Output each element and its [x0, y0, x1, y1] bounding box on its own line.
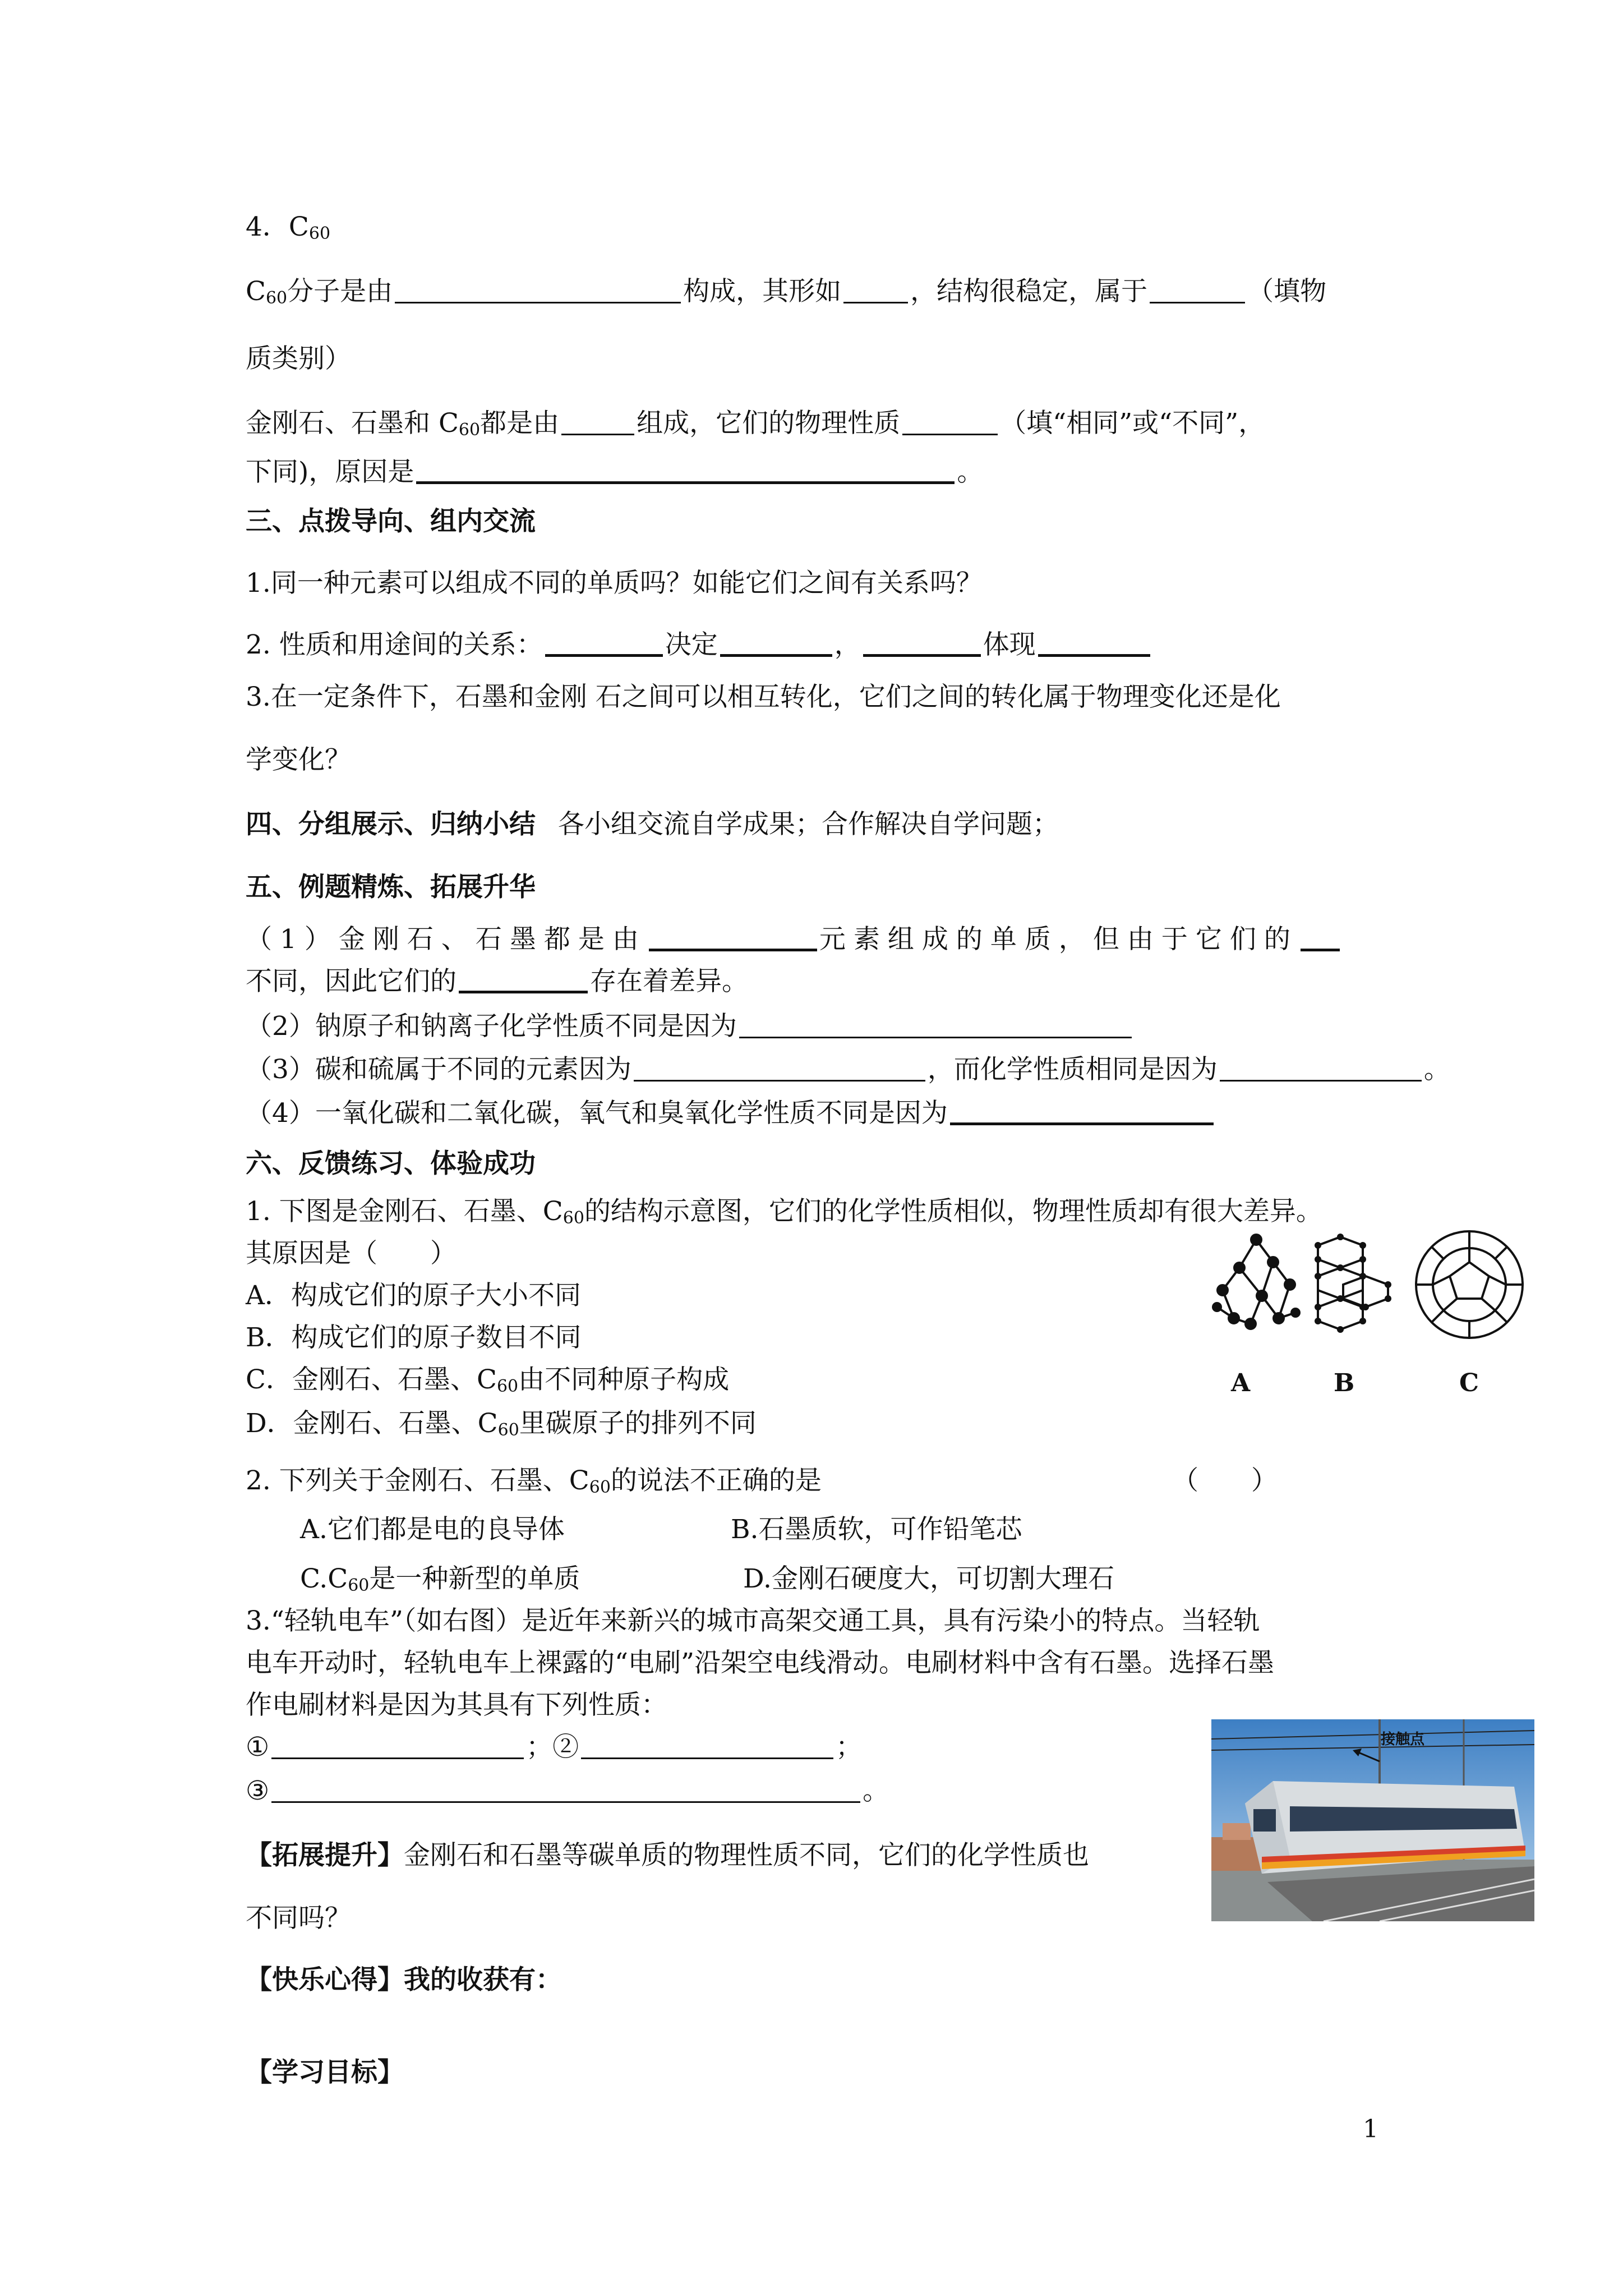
blank-p1-element[interactable] — [649, 924, 817, 951]
blank-p4[interactable] — [950, 1098, 1214, 1125]
section-4-line: 四、分组展示、归纳小结 各小组交流自学成果；合作解决自学问题； — [246, 809, 1059, 840]
carbon-structures-figure — [1206, 1223, 1531, 1380]
learning-goals-title: 【学习目标】 — [246, 2057, 404, 2088]
extension-line-2: 不同吗？ — [246, 1903, 351, 1934]
c60-line-1: $C_{60}$分子是由 构成，其形如 ，结构很稳定，属于 （填物 — [246, 276, 1327, 308]
diamond-structure-icon — [1213, 1235, 1299, 1329]
figure-label-c: C — [1459, 1369, 1479, 1397]
section-5-p1-line-1: （1）金刚石、石墨都是由 元素组成的单质，但由于它们的 — [246, 923, 1342, 956]
section-5-p3: （3）碳和硫属于不同的元素因为 ，而化学性质相同是因为 。 — [246, 1054, 1450, 1085]
c60-line-3: 金刚石、石墨和 $C_{60}$都是由 组成，它们的物理性质 （填“相同”或“不同”， — [246, 408, 1265, 440]
q1-option-d[interactable]: D．金刚石、石墨、$C_{60}$里碳原子的排列不同 — [246, 1408, 757, 1440]
blank-q3-1[interactable] — [271, 1733, 524, 1759]
section-5-p1-line-2: 不同，因此它们的 存在着差异。 — [246, 966, 748, 997]
q2-option-a[interactable]: A.它们都是电的良导体 — [300, 1514, 565, 1545]
c60-heading: 4．$C_{60}$ — [246, 211, 331, 243]
q1-option-c[interactable]: C．金刚石、石墨、$C_{60}$由不同种原子构成 — [246, 1364, 730, 1396]
c60-fullerene-icon — [1416, 1231, 1523, 1338]
extension-title: 【拓展提升】 — [246, 1840, 404, 1871]
section-3-q3-line-2: 学变化？ — [246, 744, 351, 775]
section-5-p2: （2）钠原子和钠离子化学性质不同是因为 — [246, 1010, 1134, 1043]
blank-q3-3[interactable] — [271, 1777, 860, 1803]
q1-option-a[interactable]: A．构成它们的原子大小不同 — [246, 1280, 581, 1311]
q1-option-b[interactable]: B．构成它们的原子数目不同 — [246, 1322, 582, 1353]
blank-composed-of[interactable] — [561, 409, 634, 435]
extension-line-1: 【拓展提升】金刚石和石墨等碳单质的物理性质不同，它们的化学性质也 — [246, 1840, 1089, 1871]
c60-line-4: 下同)，原因是 。 — [246, 457, 984, 487]
page-number: 1 — [1363, 2115, 1378, 2143]
section-5-p4: （4）一氧化碳和二氧化碳，氧气和臭氧化学性质不同是因为 — [246, 1097, 1216, 1130]
blank-c60-shape[interactable] — [843, 277, 908, 303]
q2-option-b[interactable]: B.石墨质软，可作铅笔芯 — [731, 1514, 1022, 1545]
light-rail-photo — [1211, 1719, 1534, 1921]
q2-option-d[interactable]: D.金刚石硬度大，可切割大理石 — [743, 1563, 1114, 1594]
photo-contact-point-label: 接触点 — [1381, 1731, 1425, 1748]
q2-option-c[interactable]: $C.C_{60}$是一种新型的单质 — [300, 1563, 580, 1595]
section-5-title: 五、例题精炼、拓展升华 — [246, 872, 536, 903]
c60-line-2: 质类别） — [246, 343, 351, 374]
section-6-q3-answers-1: ① ；② ； — [246, 1732, 863, 1763]
section-3-q2: 2. 性质和用途间的关系： 决定 ， 体现 — [246, 628, 1152, 662]
blank-c60-composition[interactable] — [395, 277, 681, 303]
section-3-q3-line-1: 3.在一定条件下，石墨和金刚 石之间可以相互转化，它们之间的转化属于物理变化还是化 — [246, 682, 1281, 712]
blank-p1-difference[interactable] — [1301, 924, 1340, 951]
happy-reflection-title: 【快乐心得】我的收获有： — [246, 1964, 562, 1995]
graphite-structure-icon — [1315, 1234, 1391, 1333]
section-4-title: 四、分组展示、归纳小结 — [246, 809, 536, 840]
blank-p3-1[interactable] — [634, 1055, 925, 1082]
blank-physical-property[interactable] — [902, 409, 998, 435]
blank-reason[interactable] — [416, 457, 955, 484]
section-6-q1-line-1: 1. 下图是金刚石、石墨、$C_{60}$的结构示意图，它们的化学性质相似，物理性质却有很大差异。 — [246, 1196, 1322, 1228]
figure-label-a: A — [1231, 1369, 1251, 1397]
blank-p3-2[interactable] — [1220, 1055, 1422, 1082]
blank-p2[interactable] — [739, 1012, 1132, 1038]
section-6-title: 六、反馈练习、体验成功 — [246, 1148, 536, 1179]
blank-q2-2[interactable] — [720, 629, 832, 657]
section-6-q3-line-2: 电车开动时，轻轨电车上裸露的“电刷”沿架空电线滑动。电刷材料中含有石墨。选择石墨 — [246, 1648, 1275, 1678]
section-3-q1: 1.同一种元素可以组成不同的单质吗？如能它们之间有关系吗？ — [246, 568, 983, 599]
blank-q2-4[interactable] — [1038, 629, 1150, 657]
section-6-q3-line-1: 3.“轻轨电车”（如右图）是近年来新兴的城市高架交通工具，具有污染小的特点。当轻轨 — [246, 1605, 1260, 1636]
blank-c60-category[interactable] — [1150, 277, 1245, 303]
section-6-q2: 2. 下列关于金刚石、石墨、$C_{60}$的说法不正确的是 — [246, 1465, 822, 1497]
section-6-q3-answers-2: ③ 。 — [246, 1775, 889, 1806]
figure-label-b: B — [1334, 1369, 1355, 1397]
blank-q3-2[interactable] — [581, 1733, 833, 1759]
section-3-title: 三、点拨导向、组内交流 — [246, 506, 536, 537]
blank-q2-3[interactable] — [863, 629, 981, 657]
q2-answer-paren[interactable]: （ ） — [1172, 1465, 1278, 1496]
section-6-q1-line-2: 其原因是（ ） — [246, 1238, 457, 1269]
blank-q2-1[interactable] — [545, 629, 663, 657]
section-6-q3-line-3: 作电刷材料是因为其具有下列性质： — [246, 1690, 667, 1720]
blank-p1-property[interactable] — [459, 966, 588, 993]
